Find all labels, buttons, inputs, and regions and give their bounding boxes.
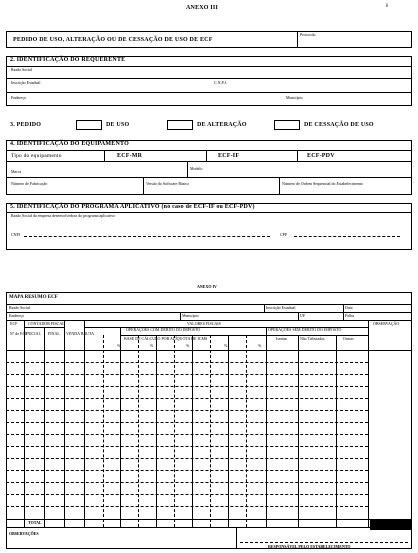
rule [138, 335, 139, 527]
section-equipment-title: 4. IDENTIFICAÇÃO DO EQUIPAMENTO [10, 141, 129, 147]
pct-3: % [186, 343, 190, 348]
initial-header: INICIAL [26, 331, 41, 336]
rule [266, 327, 267, 527]
rule [104, 150, 105, 161]
rule [156, 335, 157, 527]
map-state-registration-label: Inscrição Estadual [266, 305, 296, 310]
change-checkbox[interactable] [167, 120, 193, 130]
corporate-name-label: Razão Social [11, 67, 32, 72]
base-calc-header: BASE DE CÁLCULO POR ALÍQUOTA DE ICMS [124, 336, 208, 341]
pct-2: % [150, 343, 154, 348]
rule [6, 350, 412, 351]
col-fiscal-counter-header: CONTADOR FISCAL [28, 321, 65, 326]
use-checkbox[interactable] [76, 120, 102, 130]
rule [84, 320, 85, 527]
rule [6, 374, 368, 375]
brand-label: Marca [11, 169, 22, 174]
rule [298, 335, 299, 527]
map-sheet-label: Folha [345, 313, 355, 318]
manufacture-number-label: Número de Fabricação [11, 181, 48, 186]
pct-1: % [117, 343, 121, 348]
rule [6, 78, 412, 79]
rule [240, 542, 408, 543]
rule [266, 335, 368, 336]
rule [6, 362, 368, 363]
rule [236, 527, 237, 549]
pct-5: % [258, 343, 262, 348]
order-number-label: Número de Ordem Sequencial do Estabelecimento [282, 181, 363, 186]
map-address-label: Endereço [9, 313, 25, 318]
rule [336, 335, 337, 527]
total-label: TOTAL [28, 520, 42, 525]
rule [6, 482, 368, 483]
rule [6, 458, 368, 459]
rule [6, 527, 412, 528]
observations-label: OBSERVAÇÕES [9, 531, 39, 536]
rule [6, 410, 368, 411]
rule [120, 335, 266, 336]
municipality-label: Município [286, 95, 303, 100]
rule [6, 434, 368, 435]
rule [6, 422, 368, 423]
rule [297, 150, 298, 161]
annex3-title: ANEXO III [186, 5, 218, 11]
rule [192, 335, 193, 527]
cessation-checkbox[interactable] [274, 120, 300, 130]
pct-4: % [224, 343, 228, 348]
rule [246, 335, 247, 527]
change-option-label: DE ALTERAÇÃO [197, 122, 247, 128]
program-title-text: 5. IDENTIFICAÇÃO DO PROGRAMA APLICATIVO [10, 204, 160, 210]
rule [44, 327, 45, 527]
exempt-header: Isentas [276, 336, 288, 341]
non-taxed-header: Não Tributadas [300, 336, 325, 341]
state-registration-label: Inscrição Estadual [11, 80, 41, 85]
col-fiscal-values-header: VALORES FISCAIS [187, 321, 221, 326]
map-uf-label: UF [300, 313, 306, 318]
equipment-type-label: Tipo do equipamento [11, 153, 62, 159]
debit-ops-header: OPERAÇÕES COM DÉBITO DO IMPOSTO [126, 327, 201, 332]
developer-cpf-label: CPF [280, 232, 288, 237]
program-title-note: (no caso de ECF-IF ou ECF-PDV) [161, 204, 255, 210]
ecf-pdv-label: ECF-PDV [307, 153, 335, 159]
rule [264, 304, 265, 312]
rule [143, 177, 144, 195]
gross-sales-header: VENDA BRUTA [66, 331, 95, 336]
rule [298, 312, 299, 320]
rule [84, 327, 368, 328]
col-observation-header: OBSERVAÇÃO [373, 321, 400, 326]
rule [6, 519, 412, 520]
rule [6, 66, 412, 67]
protocol-label: Protocolo [300, 32, 316, 37]
rule [206, 150, 207, 161]
developer-name-label: Razão Social da empresa desenvolvedora do programa aplicativo [11, 213, 116, 218]
ecf-if-label: ECF-IF [218, 153, 240, 159]
rule [228, 335, 229, 527]
rule [210, 335, 211, 527]
rule [24, 236, 270, 237]
rule [6, 470, 368, 471]
section-program-title [10, 204, 255, 211]
total-black-cell [370, 520, 412, 530]
rule [294, 236, 400, 237]
final-header: FINAL [48, 331, 60, 336]
map-municipality-label: Município [182, 313, 199, 318]
equipment-box [6, 140, 412, 195]
rule [6, 177, 412, 178]
cessation-option-label: DE CESSAÇÃO DE USO [304, 122, 374, 128]
rule [24, 320, 25, 527]
use-option-label: DE USO [106, 122, 130, 128]
rule [6, 398, 368, 399]
rule [6, 494, 368, 495]
no-debit-ops-header: OPERAÇÕES SEM DÉBITO DO IMPOSTO [268, 327, 342, 332]
corner-mark: ᵻ [386, 1, 388, 9]
model-label: Modelo [190, 166, 203, 171]
summary-map-title: MAPA RESUMO ECF [9, 295, 58, 300]
responsible-label: RESPONSÁVEL PELO ESTABELECIMENTO [268, 544, 351, 549]
map-date-label: Data [345, 305, 353, 310]
col-ecf-header: ECF [10, 321, 18, 326]
rule [187, 161, 188, 177]
title-divider [297, 31, 298, 48]
rule [343, 312, 344, 320]
rule [6, 161, 412, 162]
rule [103, 335, 104, 527]
annex4-title: ANEXO IV [197, 284, 217, 289]
rule [180, 312, 181, 320]
developer-cnpj-label: CNPJ [11, 232, 21, 237]
rule [174, 335, 175, 527]
cnpj-label: C.N.P.J. [214, 80, 227, 85]
request-form-title: PEDIDO DE USO, ALTERAÇÃO OU DE CESSAÇÃO DE USO DE ECF [13, 37, 213, 43]
rule [6, 386, 368, 387]
rule [343, 304, 344, 312]
rule [6, 92, 412, 93]
rule [6, 506, 368, 507]
map-corporate-name-label: Razão Social [9, 305, 30, 310]
section-requester-title: 2. IDENTIFICAÇÃO DO REQUERENTE [10, 57, 126, 63]
address-label: Endereço [11, 95, 27, 100]
rule [279, 177, 280, 195]
rule [120, 327, 121, 527]
ecf-mr-label: ECF-MR [117, 153, 143, 159]
rule [6, 446, 368, 447]
rule [368, 320, 369, 527]
rule [6, 150, 412, 151]
rule [64, 320, 65, 527]
section-request-title: 3. PEDIDO [10, 122, 42, 128]
others-header: Outras [343, 336, 354, 341]
software-version-label: Versão do Software Básico [146, 181, 190, 186]
ecf-number-header: Nº do ECF [10, 331, 28, 336]
